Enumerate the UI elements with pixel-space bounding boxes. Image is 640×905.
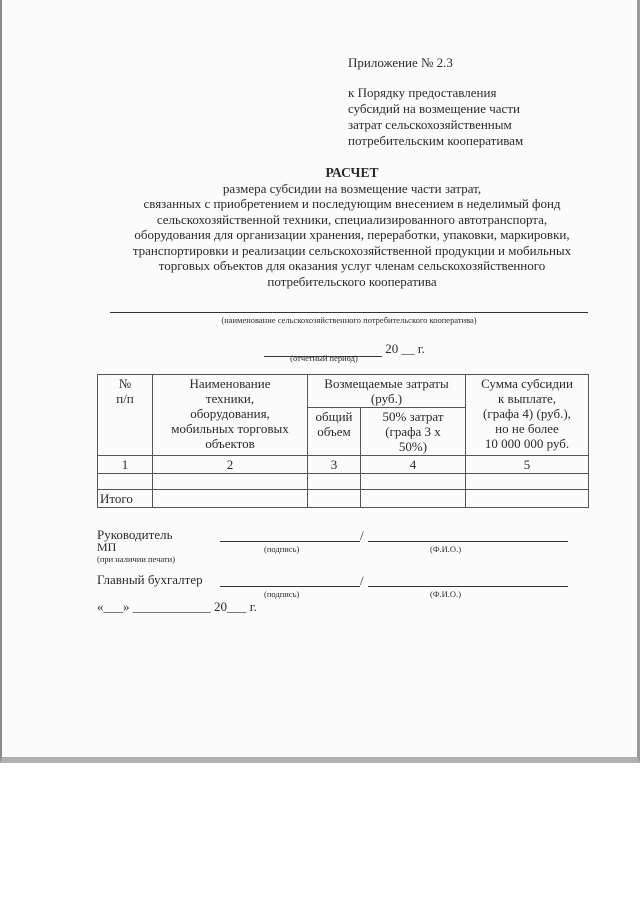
appendix-line: субсидий на возмещение части [348,101,520,116]
column-number: 1 [98,456,153,474]
empty-cell [98,474,153,490]
empty-cell [466,490,589,508]
coop-name-caption: (наименование сельскохозяйственного потребительского кооператива) [221,315,477,325]
title-line: оборудования для организации хранения, переработки, упаковки, маркировки, [134,227,570,242]
header-subsidy: Сумма субсидии к выплате, (графа 4) (руб.), но не более 10 000 000 руб. [466,375,589,456]
header-name: Наименование техники, оборудования, мобильных торговых объектов [153,375,308,456]
slash: / [360,573,364,588]
empty-cell [308,474,361,490]
header-half-costs: 50% затрат (графа 3 х 50%) [361,408,466,456]
column-number: 4 [361,456,466,474]
empty-cell [361,474,466,490]
slash: / [360,528,364,543]
header-costs: Возмещаемые затраты (руб.) [308,375,466,408]
title-line: связанных с приобретением и последующим внесением в неделимый фонд [143,196,561,211]
stamp-label: МП [97,540,117,554]
stamp-note: (при наличии печати) [97,554,176,564]
head-label: Руководитель [97,527,173,542]
fio-caption: (Ф.И.О.) [430,589,462,599]
appendix-line: затрат сельскохозяйственным [348,117,512,132]
header-total-volume: общий объем [308,408,361,456]
appendix-block [348,55,598,149]
sign-caption: (подпись) [264,589,300,599]
appendix-number: Приложение № 2.3 [348,55,453,70]
accountant-sign-line [220,586,360,587]
date-line: «___» ____________ 20___ г. [97,599,257,614]
fio-caption: (Ф.И.О.) [430,544,462,554]
accountant-fio-line [368,586,568,587]
title-line: транспортировки и реализации сельскохозяйственной продукции и мобильных [132,242,572,258]
title-line: торговых объектов для оказания услуг членам сельскохозяйственного [158,258,546,273]
appendix-line: потребительским кооперативам [348,133,524,148]
coop-name-line [110,312,588,313]
title-heading: РАСЧЕТ [325,165,379,180]
empty-cell [153,490,308,508]
accountant-label: Главный бухгалтер [97,572,203,587]
column-number: 5 [466,456,589,474]
head-fio-line [368,541,568,542]
empty-cell [153,474,308,490]
column-number: 2 [153,456,308,474]
document-title [92,165,612,289]
period-year: 20 __ г. [385,341,425,356]
head-sign-line [220,541,360,542]
appendix-line: к Порядку предоставления [348,85,497,100]
column-number: 3 [308,456,361,474]
empty-cell [308,490,361,508]
title-line: размера субсидии на возмещение части затрат, [222,180,482,196]
title-line: потребительского кооператива [267,273,437,289]
empty-cell [466,474,589,490]
calculation-table [97,374,589,508]
empty-cell [361,490,466,508]
sign-caption: (подпись) [264,544,300,554]
period-caption: (отчетный период) [290,353,358,363]
total-label: Итого [98,490,153,508]
header-number: № п/п [98,375,153,456]
title-line: сельскохозяйственной техники, специализированного автотранспорта, [156,211,548,227]
